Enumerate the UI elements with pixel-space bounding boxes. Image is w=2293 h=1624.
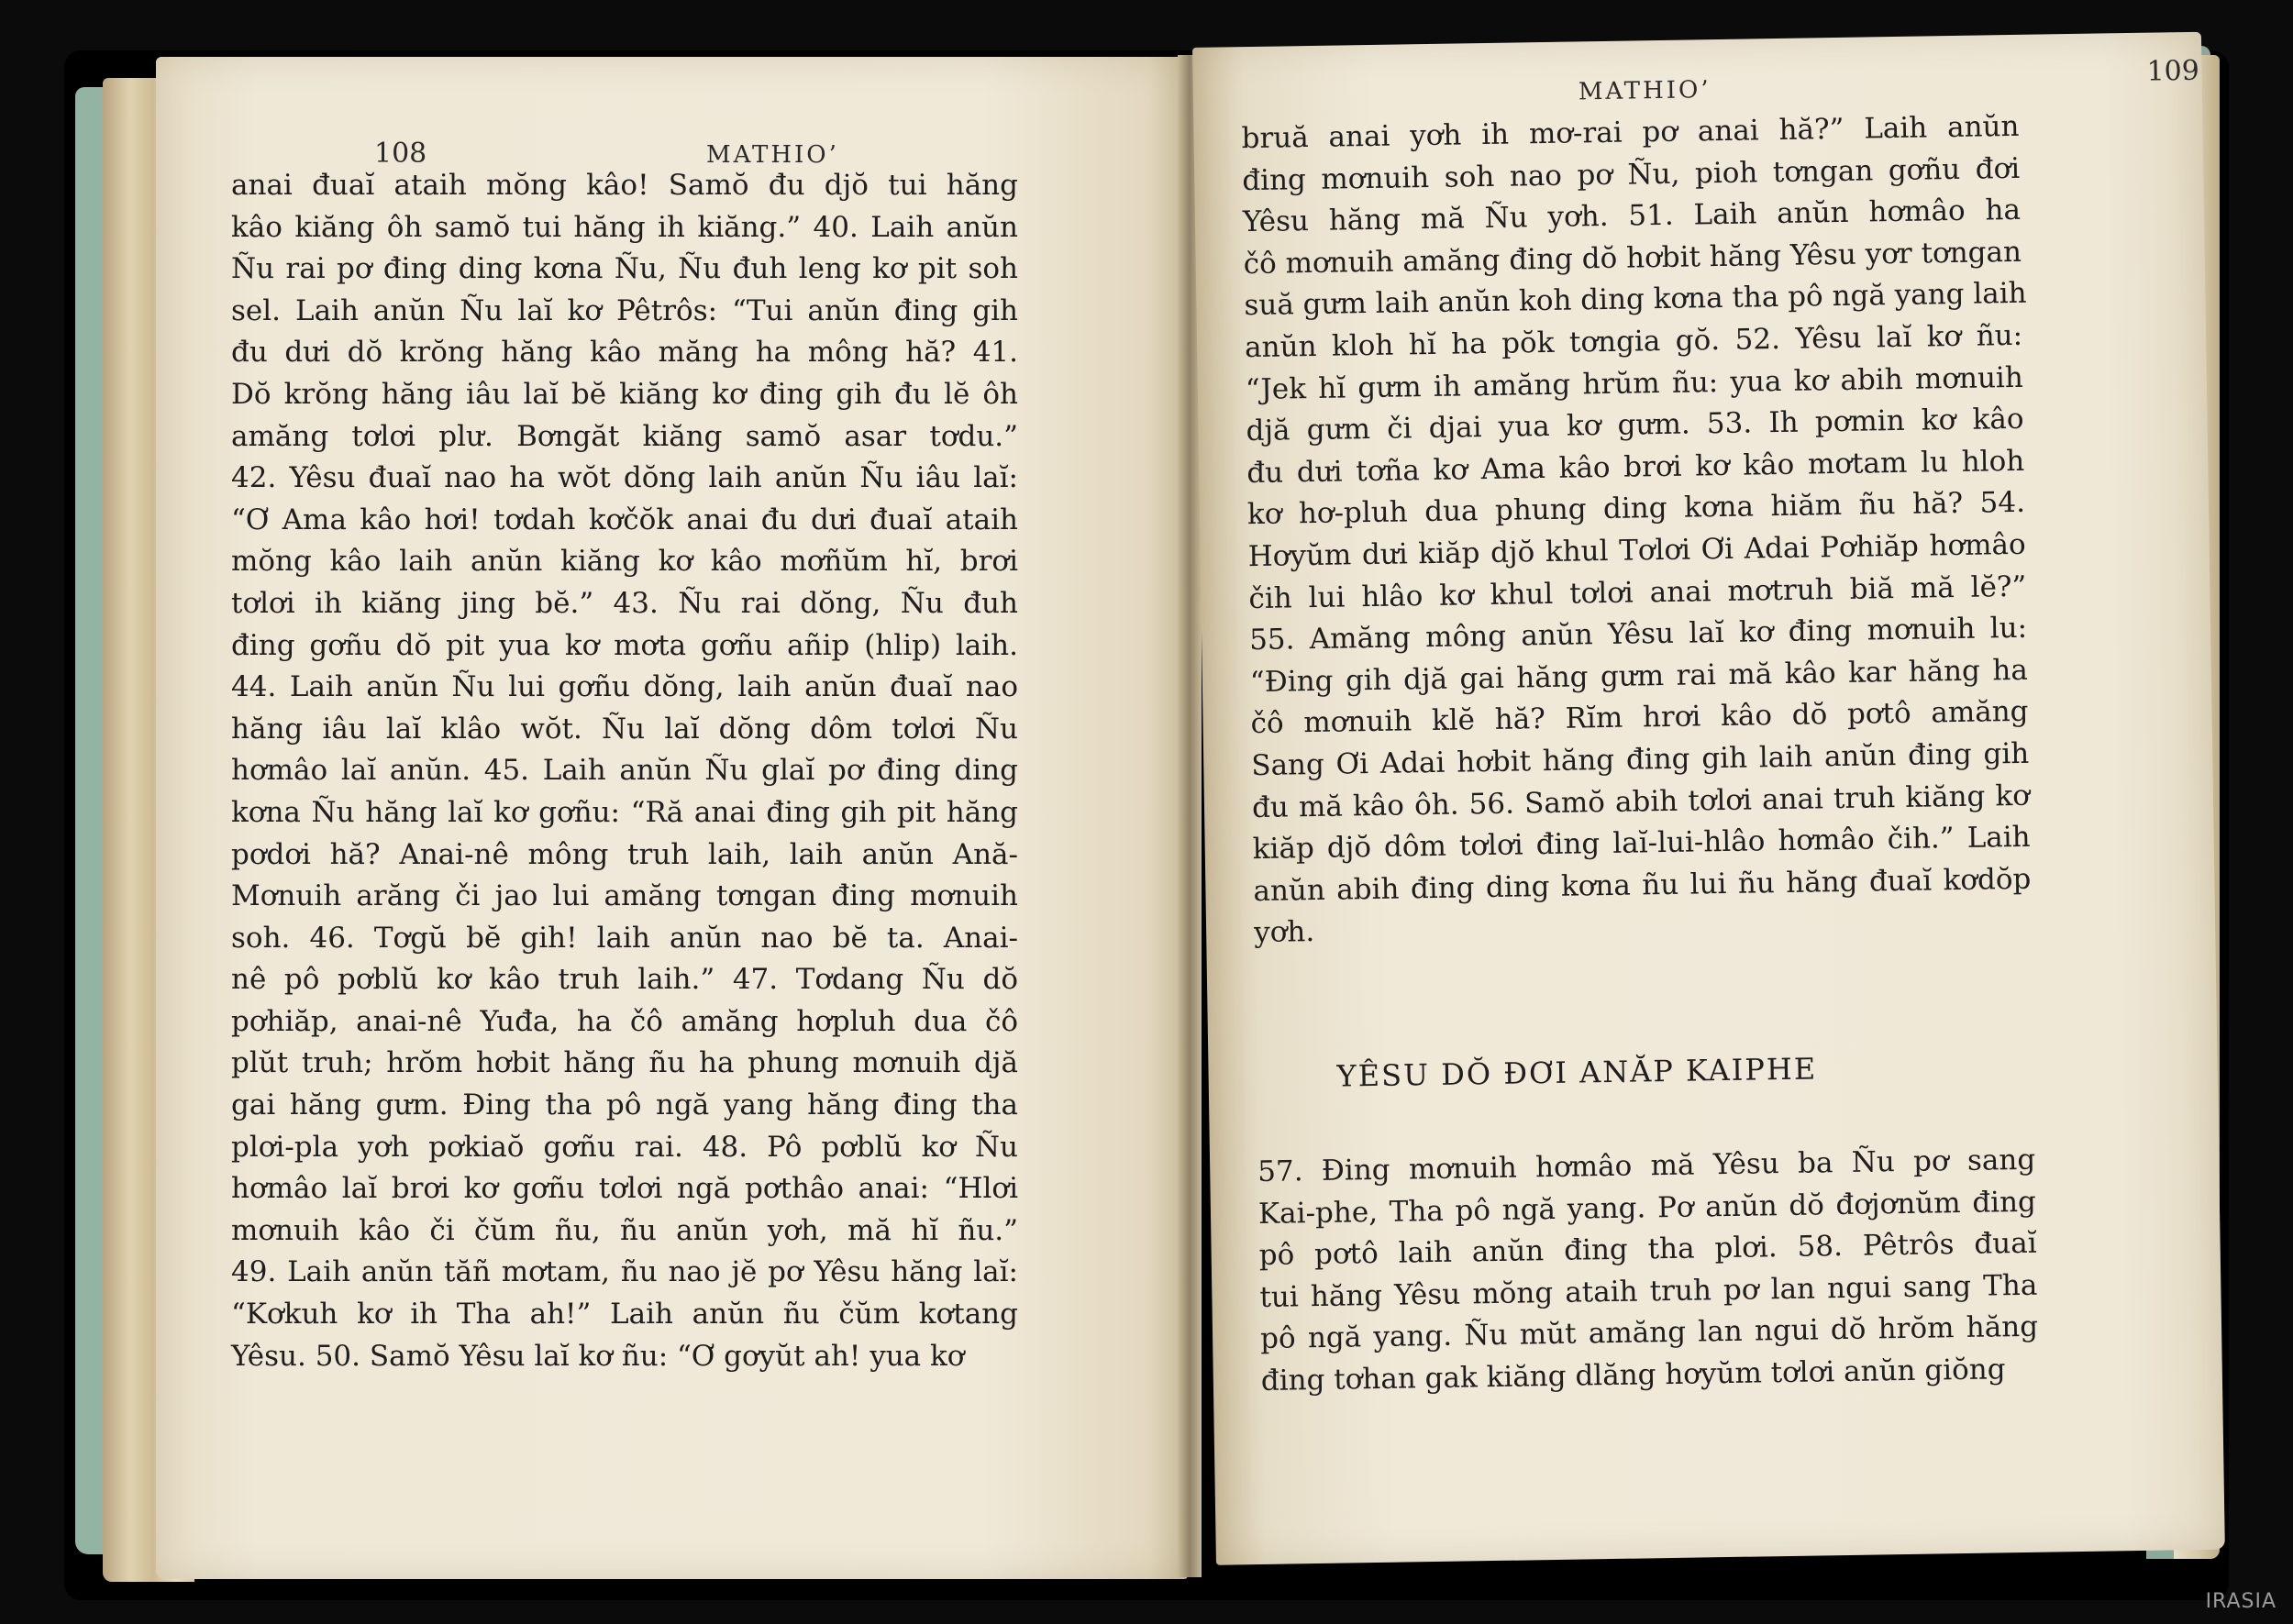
page-number-left: 108	[374, 138, 427, 170]
text-line: pô ngă yang. Ñu mŭt amăng lan ngui dŏ hrŏm hăng	[1259, 1310, 2039, 1356]
text-line: 55. Amăng mông anŭn Yêsu laĭ kơ đing mơnuih lu:	[1248, 611, 2028, 657]
text-line: Yêsu. 50. Samŏ Yêsu laĭ kơ ñu: “Ơ gơyŭt ah! yua kơ	[231, 1339, 965, 1373]
right-page-text-bottom	[1257, 1140, 2039, 1403]
text-line: amăng tơlơi plư. Bơngăt kiăng samŏ asar tơdu.”	[231, 419, 1018, 453]
text-line: soh. 46. Tơgŭ bĕ gih! laih anŭn nao bĕ ta. Anai-	[231, 921, 1018, 955]
text-line: 44. Laih anŭn Ñu lui gơñu dŏng, laih anŭn đuaĭ nao	[231, 670, 1018, 704]
text-line: pơdơi hă? Anai-nê mông truh laih, laih anŭn Ană-	[231, 837, 1018, 871]
text-line: “Đing gih djă gai hăng gưm rai mă kâo kar hăng ha	[1249, 653, 2029, 699]
running-head-left: MATHIO’	[706, 141, 839, 169]
text-line: đing tơhan gak kiăng dlăng hơyŭm tơlơi anŭn giŏng	[1260, 1353, 2006, 1398]
text-line: čih lui hlâo kơ khul tơlơi anai mơtruh biă mă lĕ?”	[1248, 569, 2027, 615]
text-line: Ñu rai pơ đing ding kơna Ñu, Ñu đuh leng kơ pit soh	[231, 252, 1018, 286]
text-line: Yêsu hăng mă Ñu yơh. 51. Laih anŭn hơmâo ha	[1242, 193, 2022, 239]
right-page-text-top	[1241, 106, 2032, 955]
text-line: mơnuih kâo či čŭm ñu, ñu anŭn yơh, mă hĭ ñu.”	[231, 1213, 1018, 1247]
text-line: kơna Ñu hăng laĭ kơ gơñu: “Ră anai đing gih pit hăng	[231, 795, 1018, 829]
text-line: “Kơkuh kơ ih Tha ah!” Laih anŭn ñu čŭm kơtang	[231, 1298, 1018, 1331]
page-number-right: 109	[2146, 54, 2200, 88]
text-line: pô pơtô laih anŭn đing tha plơi. 58. Pêtrôs đuaĭ	[1258, 1226, 2037, 1273]
text-line: đu dưi dŏ krŏng hăng kâo măng ha mông hă? 41.	[231, 336, 1018, 370]
text-line: đu mă kâo ôh. 56. Samŏ abih tơlơi anai truh kiăng kơ	[1251, 779, 2031, 824]
text-line: yơh.	[1253, 915, 1315, 950]
text-line: Hơyŭm dưi kiăp djŏ khul Tơlơi Ơi Adai Pơhiăp hơmâo	[1247, 527, 2026, 574]
text-line: čô mơnuih klĕ hă? Rĭm hrơi kâo dŏ pơtô amăng	[1250, 695, 2029, 741]
text-line: mŏng kâo laih anŭn kiăng kơ kâo mơñŭm hĭ, brơi	[231, 545, 1018, 579]
text-line: djă gưm či djai yua kơ gưm. 53. Ih pơmin kơ kâo	[1246, 402, 2024, 448]
text-line: đing gơñu dŏ pit yua kơ mơta gơñu añip (hlip) laih.	[231, 628, 1018, 662]
text-line: hăng iâu laĭ klâo wŏt. Ñu laĭ dŏng dôm tơlơi Ñu	[231, 712, 1018, 746]
text-line: 57. Đing mơnuih hơmâo mă Yêsu ba Ñu pơ sang	[1257, 1143, 2036, 1189]
text-line: hơmâo laĭ anŭn. 45. Laih anŭn Ñu glaĭ pơ đing ding	[231, 754, 1018, 788]
text-line: kiăp djŏ dôm tơlơi đing laĭ-lui-hlâo hơmâo čih.” Laih	[1252, 820, 2031, 867]
left-page	[156, 57, 1188, 1579]
text-line: đu dưi tơña kơ Ama kâo brơi kơ kâo mơtam lu hloh	[1246, 444, 2025, 490]
text-line: Kai-phe, Tha pô ngă yang. Pơ anŭn dŏ đơjơnŭm đing	[1257, 1185, 2037, 1231]
text-line: sel. Laih anŭn Ñu laĭ kơ Pêtrôs: “Tui anŭn đing gih	[231, 293, 1018, 327]
text-line: plơi-pla yơh pơkiaŏ gơñu rai. 48. Pô pơblŭ kơ Ñu	[231, 1130, 1018, 1164]
text-line: Mơnuih arăng či jao lui amăng tơngan đing mơnuih	[231, 879, 1018, 913]
text-line: pơhiăp, anai-nê Yuđa, ha čô amăng hơpluh dua čô	[231, 1004, 1018, 1038]
text-line: nê pô pơblŭ kơ kâo truh laih.” 47. Tơdang Ñu dŏ	[231, 963, 1018, 997]
text-line: “Jek hĭ gưm ih amăng hrŭm ñu: yua kơ abih mơnuih	[1245, 360, 2024, 406]
text-line: anŭn kloh hĭ ha pŏk tơngia gŏ. 52. Yêsu laĭ kơ ñu:	[1244, 318, 2023, 365]
text-line: kơ hơ-pluh dua phung ding kơna hiăm ñu hă? 54.	[1246, 486, 2026, 532]
text-line: 49. Laih anŭn tăñ mơtam, ñu nao jĕ pơ Yêsu hăng laĭ:	[231, 1255, 1018, 1289]
text-line: Sang Ơi Adai hơbit hăng đing gih laih anŭn đing gih	[1251, 736, 2030, 782]
text-line: anŭn abih đing ding kơna ñu lui ñu hăng đuaĭ kơdŏp	[1253, 862, 2032, 908]
text-line: kâo kiăng ôh samŏ tui hăng ih kiăng.” 40. Laih anŭn	[231, 210, 1018, 244]
running-head-right: MATHIO’	[1578, 76, 1711, 106]
section-heading: YÊSU DŎ ĐƠI ANĂP KAIPHE	[1336, 1051, 1818, 1094]
text-line: gai hăng gưm. Đing tha pô ngă yang hăng đing tha	[231, 1088, 1018, 1122]
text-line: hơmâo laĭ brơi kơ gơñu tơlơi ngă pơthâo anai: “Hlơi	[231, 1172, 1018, 1206]
watermark: IRASIA	[2205, 1590, 2276, 1613]
right-page	[1192, 32, 2225, 1565]
text-line: bruă anai yơh ih mơ-rai pơ anai hă?” Laih anŭn	[1241, 109, 2020, 156]
text-line: čô mơnuih amăng đing dŏ hơbit hăng Yêsu yơr tơngan	[1243, 235, 2022, 281]
text-line: suă gưm laih anŭn koh ding kơna tha pô ngă yang laih	[1244, 277, 2027, 323]
text-line: “Ơ Ama kâo hơi! tơdah kơčŏk anai đu dưi đuaĭ ataih	[231, 503, 1018, 536]
left-page-text	[231, 165, 1018, 1377]
text-line: tui hăng Yêsu mŏng ataih truh pơ lan ngui sang Tha	[1259, 1268, 2038, 1314]
text-line: plŭt truh; hrŏm hơbit hăng ñu ha phung mơnuih djă	[231, 1046, 1018, 1080]
text-line: tơlơi ih kiăng jing bĕ.” 43. Ñu rai dŏng, Ñu đuh	[231, 586, 1018, 620]
text-line: anai đuaĭ ataih mŏng kâo! Samŏ đu djŏ tui hăng	[231, 169, 1018, 202]
text-line: Dŏ krŏng hăng iâu laĭ bĕ kiăng kơ đing gih đu lĕ ôh	[231, 377, 1018, 411]
text-line: 42. Yêsu đuaĭ nao ha wŏt dŏng laih anŭn Ñu iâu laĭ:	[231, 461, 1018, 495]
text-line: đing mơnuih soh nao pơ Ñu, pioh tơngan gơñu đơi	[1241, 151, 2021, 197]
